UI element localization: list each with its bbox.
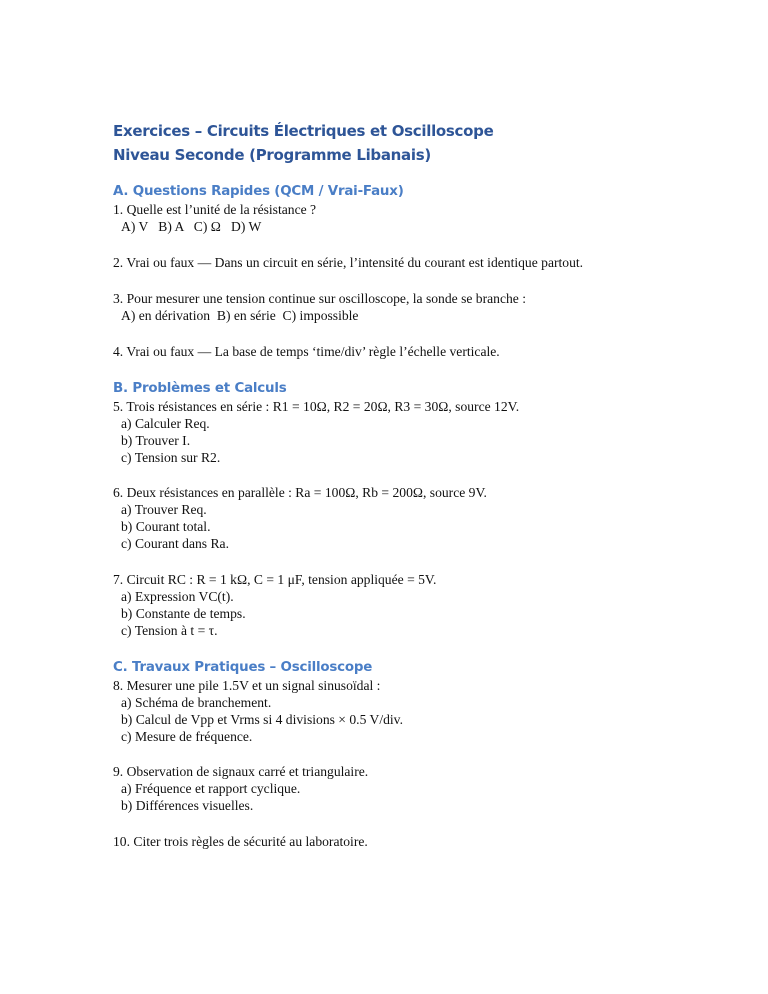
sub-item: b) Trouver I. xyxy=(121,433,191,448)
document-subtitle: Niveau Seconde (Programme Libanais) xyxy=(113,146,431,164)
question-text: 1. Quelle est l’unité de la résistance ? xyxy=(113,202,317,217)
question-text: 3. Pour mesurer une tension continue sur oscilloscope, la sonde se branche : xyxy=(113,291,526,306)
question-8 xyxy=(113,677,403,745)
question-2 xyxy=(113,254,583,271)
question-text: 8. Mesurer une pile 1.5V et un signal sinusoïdal : xyxy=(113,678,381,693)
question-5 xyxy=(113,398,519,466)
question-text: 7. Circuit RC : R = 1 kΩ, C = 1 μF, tension appliquée = 5V. xyxy=(113,572,437,587)
question-text: 5. Trois résistances en série : R1 = 10Ω, R2 = 20Ω, R3 = 30Ω, source 12V. xyxy=(113,399,520,414)
question-10 xyxy=(113,833,368,850)
question-4 xyxy=(113,343,500,360)
sub-item: b) Calcul de Vpp et Vrms si 4 divisions × 0.5 V/div. xyxy=(121,712,403,727)
sub-item: a) Expression VC(t). xyxy=(121,589,234,604)
section-heading-a: A. Questions Rapides (QCM / Vrai-Faux) xyxy=(113,184,404,199)
question-options: A) V B) A C) Ω D) W xyxy=(121,219,262,234)
question-text: 10. Citer trois règles de sécurité au laboratoire. xyxy=(113,834,368,849)
question-options: A) en dérivation B) en série C) impossible xyxy=(121,308,359,323)
sub-item: c) Courant dans Ra. xyxy=(121,536,229,551)
question-text: 2. Vrai ou faux — Dans un circuit en série, l’intensité du courant est identique partout. xyxy=(113,255,584,270)
sub-item: a) Calculer Req. xyxy=(121,416,210,431)
question-text: 4. Vrai ou faux — La base de temps ‘time/div’ règle l’échelle verticale. xyxy=(113,344,500,359)
sub-item: a) Trouver Req. xyxy=(121,502,207,517)
question-3 xyxy=(113,290,526,324)
question-text: 6. Deux résistances en parallèle : Ra = 100Ω, Rb = 200Ω, source 9V. xyxy=(113,485,487,500)
question-7 xyxy=(113,571,436,639)
sub-item: a) Fréquence et rapport cyclique. xyxy=(121,781,301,796)
document-title: Exercices – Circuits Électriques et Oscilloscope xyxy=(113,122,494,140)
sub-item: c) Tension sur R2. xyxy=(121,450,221,465)
sub-item: b) Différences visuelles. xyxy=(121,798,254,813)
sub-item: c) Mesure de fréquence. xyxy=(121,729,253,744)
section-heading-c: C. Travaux Pratiques – Oscilloscope xyxy=(113,660,373,675)
section-heading-b: B. Problèmes et Calculs xyxy=(113,381,287,396)
sub-item: a) Schéma de branchement. xyxy=(121,695,272,710)
sub-item: c) Tension à t = τ. xyxy=(121,623,218,638)
question-6 xyxy=(113,484,487,552)
question-1 xyxy=(113,201,316,235)
sub-item: b) Courant total. xyxy=(121,519,211,534)
question-text: 9. Observation de signaux carré et triangulaire. xyxy=(113,764,369,779)
sub-item: b) Constante de temps. xyxy=(121,606,246,621)
question-9 xyxy=(113,763,368,814)
